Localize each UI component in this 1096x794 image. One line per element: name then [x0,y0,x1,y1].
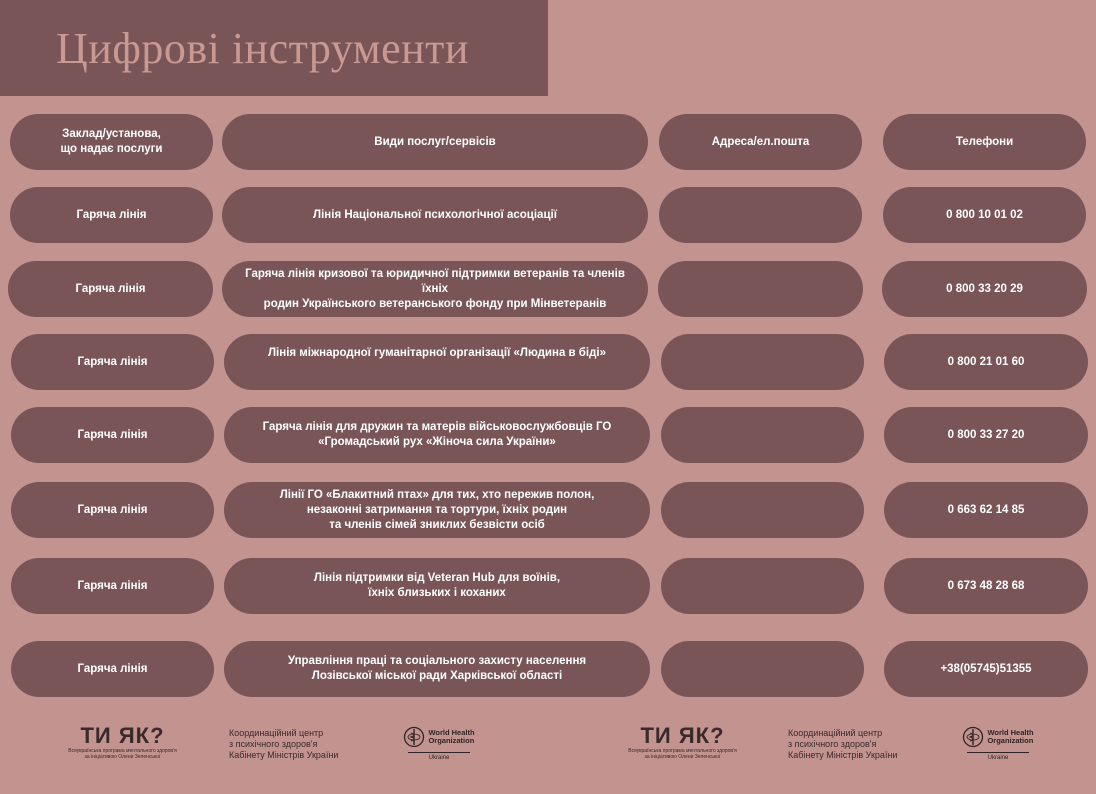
who-name: World Health Organization [428,728,475,745]
tiyak-logo [60,724,185,760]
row-institution-label: Гаряча лінія [77,428,148,441]
row-2-institution [8,261,213,317]
row-service-label: Лінія міжнародної гуманітарної організації «Людина в біді» [267,347,606,359]
row-7-service [224,641,650,697]
tiyak-logo-text: ТИ ЯК? [80,723,165,748]
row-3-service [224,334,650,390]
row-service-label: Лінія підтримки від Veteran Hub для воїнів, їхніх близьких і коханих [313,572,561,599]
who-logo [957,726,1039,761]
row-institution-label: Гаряча лінія [77,355,148,368]
row-6-institution [11,558,214,614]
who-name: World Health Organization [987,728,1034,745]
row-7-address [661,641,864,697]
row-institution-label: Гаряча лінія [77,662,148,675]
row-phone-label: 0 800 33 27 20 [947,428,1025,441]
header-institution [10,114,213,170]
row-institution-label: Гаряча лінія [77,503,148,516]
row-4-institution [11,407,214,463]
who-emblem-icon [403,726,425,748]
row-phone-label: 0 663 62 14 85 [947,503,1025,516]
who-emblem-icon [962,726,984,748]
tiyak-logo-subtitle: Всеукраїнська програма ментального здоров'я за ініціативою Олени Зеленської [628,748,737,760]
header-phones [883,114,1086,170]
row-5-institution [11,482,214,538]
row-1-address [659,187,862,243]
row-7-institution [11,641,214,697]
who-country: Ukraine [408,752,470,761]
row-2-service [222,261,648,317]
row-4-phone [884,407,1088,463]
row-institution-label: Гаряча лінія [75,282,146,295]
row-7-phone [884,641,1088,697]
row-6-address [661,558,864,614]
header-services-label: Види послуг/сервісів [374,135,496,148]
who-logo [398,726,480,761]
row-service-label: Лінії ГО «Блакитний птах» для тих, хто пережив полон, незаконні затримання та тортури, їхніх родин та членів сімей зниклих безвісти осіб [279,488,595,531]
row-1-institution [10,187,213,243]
who-country: Ukraine [967,752,1029,761]
title-band [0,0,548,96]
row-5-service [224,482,650,538]
coordination-center-text: Координаційний центр з психічного здоров'я Кабінету Міністрів України [229,728,339,760]
row-service-label: Лінія Національної психологічної асоціації [313,208,557,221]
header-phones-label: Телефони [955,135,1014,148]
row-service-label: Гаряча лінія для дружин та матерів військовослужбовців ГО «Громадський рух «Жіноча сила України» [262,421,612,448]
row-institution-label: Гаряча лінія [76,208,147,221]
page-title: Цифрові інструменти [56,23,469,73]
row-phone-label: 0 800 21 01 60 [947,355,1025,368]
row-institution-label: Гаряча лінія [77,579,148,592]
row-phone-label: 0 800 10 01 02 [946,208,1023,221]
row-phone-label: +38(05745)51355 [940,662,1032,675]
row-phone-label: 0 673 48 28 68 [947,579,1025,592]
row-4-service [224,407,650,463]
row-5-phone [884,482,1088,538]
header-address-label: Адреса/ел.пошта [711,135,810,148]
header-services [222,114,648,170]
row-service-label: Гаряча лінія кризової та юридичної підтримки ветеранів та членів їхніх родин Українського ветеранського фонду при Мінветеранів [245,267,625,310]
row-6-service [224,558,650,614]
row-2-address [658,261,863,317]
row-4-address [661,407,864,463]
row-1-service [222,187,648,243]
row-phone-label: 0 800 33 20 29 [946,282,1023,295]
tiyak-logo-subtitle: Всеукраїнська програма ментального здоров'я за ініціативою Олени Зеленської [68,748,177,760]
row-5-address [661,482,864,538]
row-3-institution [11,334,214,390]
row-6-phone [884,558,1088,614]
coordination-center-text: Координаційний центр з психічного здоров'я Кабінету Міністрів України [788,728,898,760]
row-3-address [661,334,864,390]
tiyak-logo-text: ТИ ЯК? [640,723,725,748]
tiyak-logo [620,724,745,760]
row-3-phone [884,334,1088,390]
row-1-phone [883,187,1086,243]
row-service-label: Управління праці та соціального захисту населення Лозівської міської ради Харківської області [287,655,587,682]
header-address [659,114,862,170]
header-institution-label: Заклад/установа, що надає послуги [60,128,163,155]
row-2-phone [882,261,1087,317]
